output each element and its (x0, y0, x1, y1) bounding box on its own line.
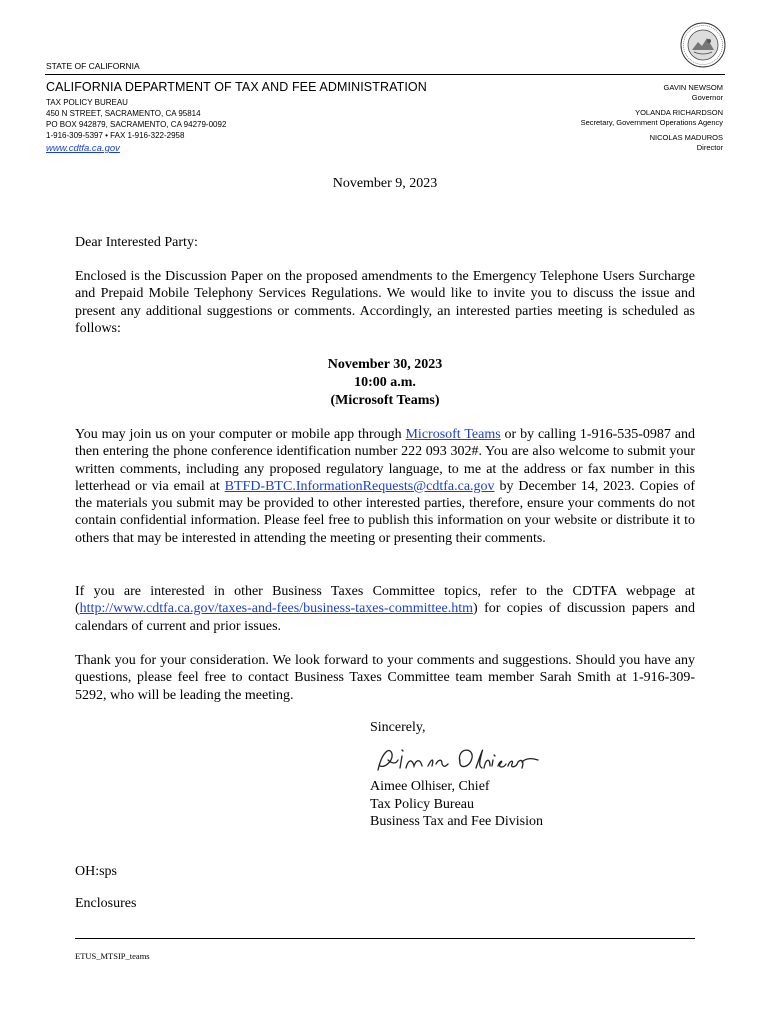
text-segment: ) for copies of discussion papers and calendars of current and prior issues. (75, 601, 695, 634)
signer-name: Aimee Olhiser, Chief (370, 779, 490, 794)
official-name: YOLANDA RICHARDSON (635, 108, 723, 117)
greeting: Dear Interested Party: (75, 235, 198, 250)
paragraph-intro: Enclosed is the Discussion Paper on the proposed amendments to the Emergency Telephone Users Surcharge and Prepaid Mobile Telephony Services Regulations. We would like to invite you to discuss the issue and present any additional suggestions or comments. Accordingly, an interested parties meeting is scheduled as follows: (75, 269, 695, 336)
meeting-details (0, 356, 770, 410)
signer-division: Business Tax and Fee Division (370, 814, 543, 829)
website-link[interactable]: www.cdtfa.ca.gov (46, 143, 120, 154)
text-segment: or by calling 1-916-535-0987 and then entering the phone conference identification number 222 093 302#. You are also welcome to submit your written comments, including any proposed regulatory language, to me at the address or fax number in this letterhead or via email at (75, 427, 695, 494)
official-name: GAVIN NEWSOM (663, 83, 723, 92)
bureau-name: TAX POLICY BUREAU (46, 98, 128, 107)
paragraph-thanks: Thank you for your consideration. We look forward to your comments and suggestions. Should you have any questions, please feel free to contact Business Taxes Committee team member Sarah Smith at 1-916-309-5292, who will be leading the meeting. (75, 653, 695, 703)
reference-initials: OH:sps (75, 864, 118, 879)
meeting-venue: (Microsoft Teams) (330, 393, 440, 408)
signature-block (370, 778, 543, 831)
letterhead-divider (45, 74, 725, 75)
official-name: NICOLAS MADUROS (649, 133, 723, 142)
teams-link[interactable]: Microsoft Teams (405, 427, 501, 442)
text-segment: If you are interested in other Business Taxes Committee topics, refer to the CDTFA webpage at ( (75, 584, 695, 617)
committee-webpage-link[interactable]: http://www.cdtfa.ca.gov/taxes-and-fees/business-taxes-committee.htm (79, 601, 473, 617)
department-name: CALIFORNIA DEPARTMENT OF TAX AND FEE ADMINISTRATION (46, 80, 427, 94)
text-segment: You may join us on your computer or mobile app through (75, 427, 406, 442)
state-seal-icon (680, 22, 726, 68)
official-title: Secretary, Government Operations Agency (580, 118, 723, 127)
state-label: STATE OF CALIFORNIA (46, 61, 140, 71)
footer-divider (75, 938, 695, 939)
street-address: 450 N STREET, SACRAMENTO, CA 95814 (46, 109, 201, 118)
paragraph-join-info (75, 426, 695, 547)
meeting-time: 10:00 a.m. (354, 375, 416, 390)
signer-title: Tax Policy Bureau (370, 796, 474, 812)
po-box-address: PO BOX 942879, SACRAMENTO, CA 94279-0092 (46, 120, 227, 129)
meeting-date: November 30, 2023 (327, 357, 443, 372)
paragraph-webpage (75, 583, 695, 635)
official-secretary (581, 108, 723, 128)
official-title: Governor (691, 93, 723, 102)
footer-document-code: ETUS_MTSIP_teams (75, 951, 150, 961)
handwritten-signature (372, 742, 542, 776)
official-director (650, 133, 723, 153)
email-link[interactable]: BTFD-BTC.InformationRequests@cdtfa.ca.gov (224, 478, 495, 494)
phone-fax: 1-916-309-5397 • FAX 1-916-322-2958 (46, 131, 185, 140)
official-title: Director (696, 143, 723, 152)
text-segment: by December 14, 2023. Copies of the materials you submit may be provided to other interested parties, therefore, ensure your comments do not contain confidential information. Please feel free to publish this information on your website or distribute it to others that may be interested in attending the meeting or presenting their comments. (75, 478, 695, 546)
letter-date: November 9, 2023 (332, 176, 438, 191)
official-governor (664, 83, 723, 103)
closing: Sincerely, (370, 720, 426, 735)
enclosures-note: Enclosures (75, 896, 137, 911)
